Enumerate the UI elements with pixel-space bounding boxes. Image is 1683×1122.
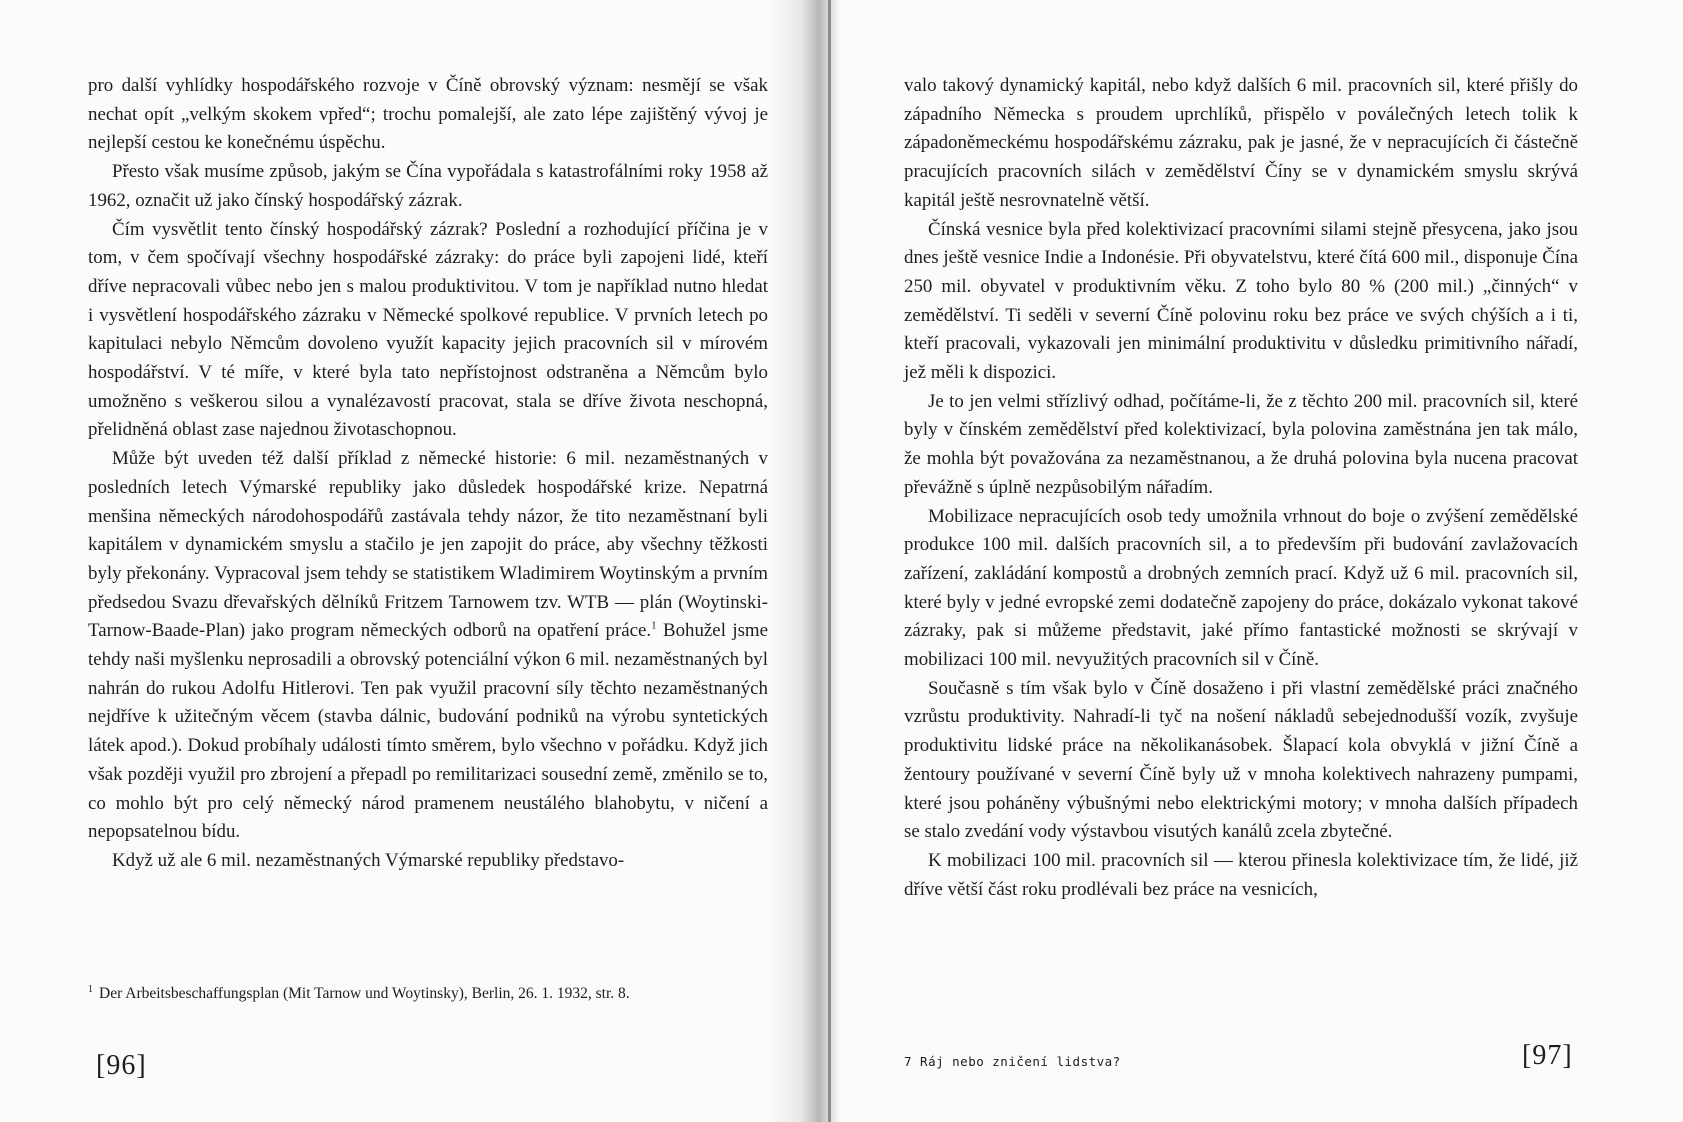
running-foot: 7 Ráj nebo zničení lidstva?	[904, 1054, 1121, 1069]
footnote-mark: 1	[88, 984, 93, 995]
book-gutter-line	[828, 0, 831, 1122]
footnote-reference: 1	[651, 620, 657, 633]
paragraph-text: Bohužel jsme tehdy naši myšlenku neprosadili a obrovský potenciální výkon 6 mil. nezaměstnaných byl nahrán do rukou Adolfu Hitlerovi. Ten pak využil pracovní síly těchto nezaměstnaných nejdříve k užitečným věcem (stavba dálnic, budování podniků na výrobu syntetických látek apod.). Dokud probíhaly události tímto směrem, bylo všechno v pořádku. Když jich však později využil pro zbrojení a přepadl po remilitarizaci sousední země, změnilo se to, co mohlo být pro celý německý národ pramenem neustálého blahobytu, v ničení a nepopsatelnou bídu.	[88, 620, 768, 843]
footnote-text: Der Arbeitsbeschaffungsplan (Mit Tarnow und Woytinsky), Berlin, 26. 1. 1932, str. 8.	[99, 985, 630, 1003]
paragraph: Přesto však musíme způsob, jakým se Čína vypořádala s katastrofálními roky 1958 až 1962, označit už jako čínský hospodářský zázrak.	[88, 161, 768, 211]
paragraph: Je to jen velmi střízlivý odhad, počítáme-li, že z těchto 200 mil. pracovních sil, které byly v čínském zemědělství před kolektivizací, byla polovina zaměstnána jen tak málo, že mohla být považována za nezaměstnanou, a že druhá polovina byla nucena pracovat převážně s úplně nezpůsobilým nářadím.	[904, 390, 1578, 498]
paragraph: Čím vysvětlit tento čínský hospodářský zázrak? Poslední a rozhodující příčina je v tom, v čem spočívají všechny hospodářské zázraky: do práce byli zapojeni lidé, kteří dříve nepracovali vůbec nebo jen s malou produktivitou. V tom je například nutno hledat i vysvětlení hospodářského zázraku v Německé spolkové republice. V prvních letech po kapitulaci nebylo Němcům dovoleno využít kapacity jejich pracovních sil v mírovém hospodářství. V té míře, v které byla tato nepřístojnost odstraněna a Němcům bylo umožněno s veškerou silou a vynalézavostí pracovat, stala se dříve života neschopná, přelidněná oblast zase najednou životaschopnou.	[88, 218, 768, 441]
paragraph: pro další vyhlídky hospodářského rozvoje v Číně obrovský význam: nesmějí se však nechat opít „velkým skokem vpřed“; trochu pomalejší, ale zato lépe zajištěný vývoj je nejlepší cestou ke konečnému úspěchu.	[88, 75, 768, 154]
footnote	[88, 978, 768, 1005]
left-page	[0, 0, 822, 1122]
paragraph: Když už ale 6 mil. nezaměstnaných Výmarské republiky představo-	[112, 849, 625, 871]
paragraph: Současně s tím však bylo v Číně dosaženo i při vlastní zemědělské práci značného vzrůstu produktivity. Nahradí-li tyč na nošení nákladů sebejednodušší vozík, zvyšuje produktivitu lidské práce na několikanásobek. Šlapací kola obvyklá v jižní Číně a žentoury používané v severní Číně byly už v mnoha kolektivech nahrazeny pumpami, které jsou poháněny výbušnými nebo elektrickými motory; v mnoha dalších případech se stalo zvedání vody výstavbou visutých kanálů zcela zbytečné.	[904, 677, 1578, 843]
paragraph	[88, 445, 768, 847]
paragraph: Mobilizace nepracujících osob tedy umožnila vrhnout do boje o zvýšení zemědělské produkce 100 mil. dalších pracovních sil, a to především při budování zavlažovacích zařízení, zakládání kompostů a drobných zemních prací. Když už 6 mil. pracovních sil, které byly v jedné evropské zemi dodatečně zapojeny do práce, dokázalo vykonat takové zázraky, pak si můžeme představit, jaké přímo fantastické možnosti se skrývají v mobilizaci 100 mil. nevyužitých pracovních sil v Číně.	[904, 505, 1578, 671]
paragraph: valo takový dynamický kapitál, nebo když dalších 6 mil. pracovních sil, které přišly do západního Německa s proudem uprchlíků, přispělo v poválečných letech tolik k západoněmeckému hospodářskému zázraku, pak je jasné, že v nepracujících či částečně pracujících pracovních silách v zemědělství Číny se v dynamickém smyslu skrývá kapitál ještě nesrovnatelně větší.	[904, 75, 1578, 211]
paragraph-text: Může být uveden též další příklad z německé historie: 6 mil. nezaměstnaných v posledních letech Výmarské republiky jako důsledek hospodářské krize. Nepatrná menšina německých národohospodářů zastávala tehdy názor, že tito nezaměstnaní byli kapitálem v dynamickém smyslu a stačilo je jen zapojit do práce, aby všechny těžkosti byly překonány. Vypracoval jsem tehdy se statistikem Wladimirem Woytinským a prvním předsedou Svazu dřevařských dělníků Fritzem Tarnowem tzv. WTB — plán (Woytinski-Tarnow-Baade-Plan) jako program německých odborů na opatření práce.	[88, 448, 768, 642]
page-number-right: [97]	[1522, 1040, 1573, 1071]
paragraph: K mobilizaci 100 mil. pracovních sil — kterou přinesla kolektivizace tím, že lidé, již dříve větší část roku prodlévali bez práce na vesnicích,	[904, 849, 1578, 900]
paragraph: Čínská vesnice byla před kolektivizací pracovními silami stejně přesycena, jako jsou dnes ještě vesnice Indie a Indonésie. Při obyvatelstvu, které čítá 600 mil., disponuje Čína 250 mil. obyvatel v produktivním věku. Z toho bylo 80 % (200 mil.) „činných“ v zemědělství. Ti seděli v severní Číně polovinu roku bez práce ve svých chýších a i ti, kteří pracovali, vykazovali jen minimální produktivitu v důsledku primitivního nářadí, jež měli k dispozici.	[904, 218, 1578, 384]
right-page-body	[904, 72, 1578, 904]
page-number-left: [96]	[96, 1050, 147, 1081]
left-page-body	[88, 72, 768, 876]
